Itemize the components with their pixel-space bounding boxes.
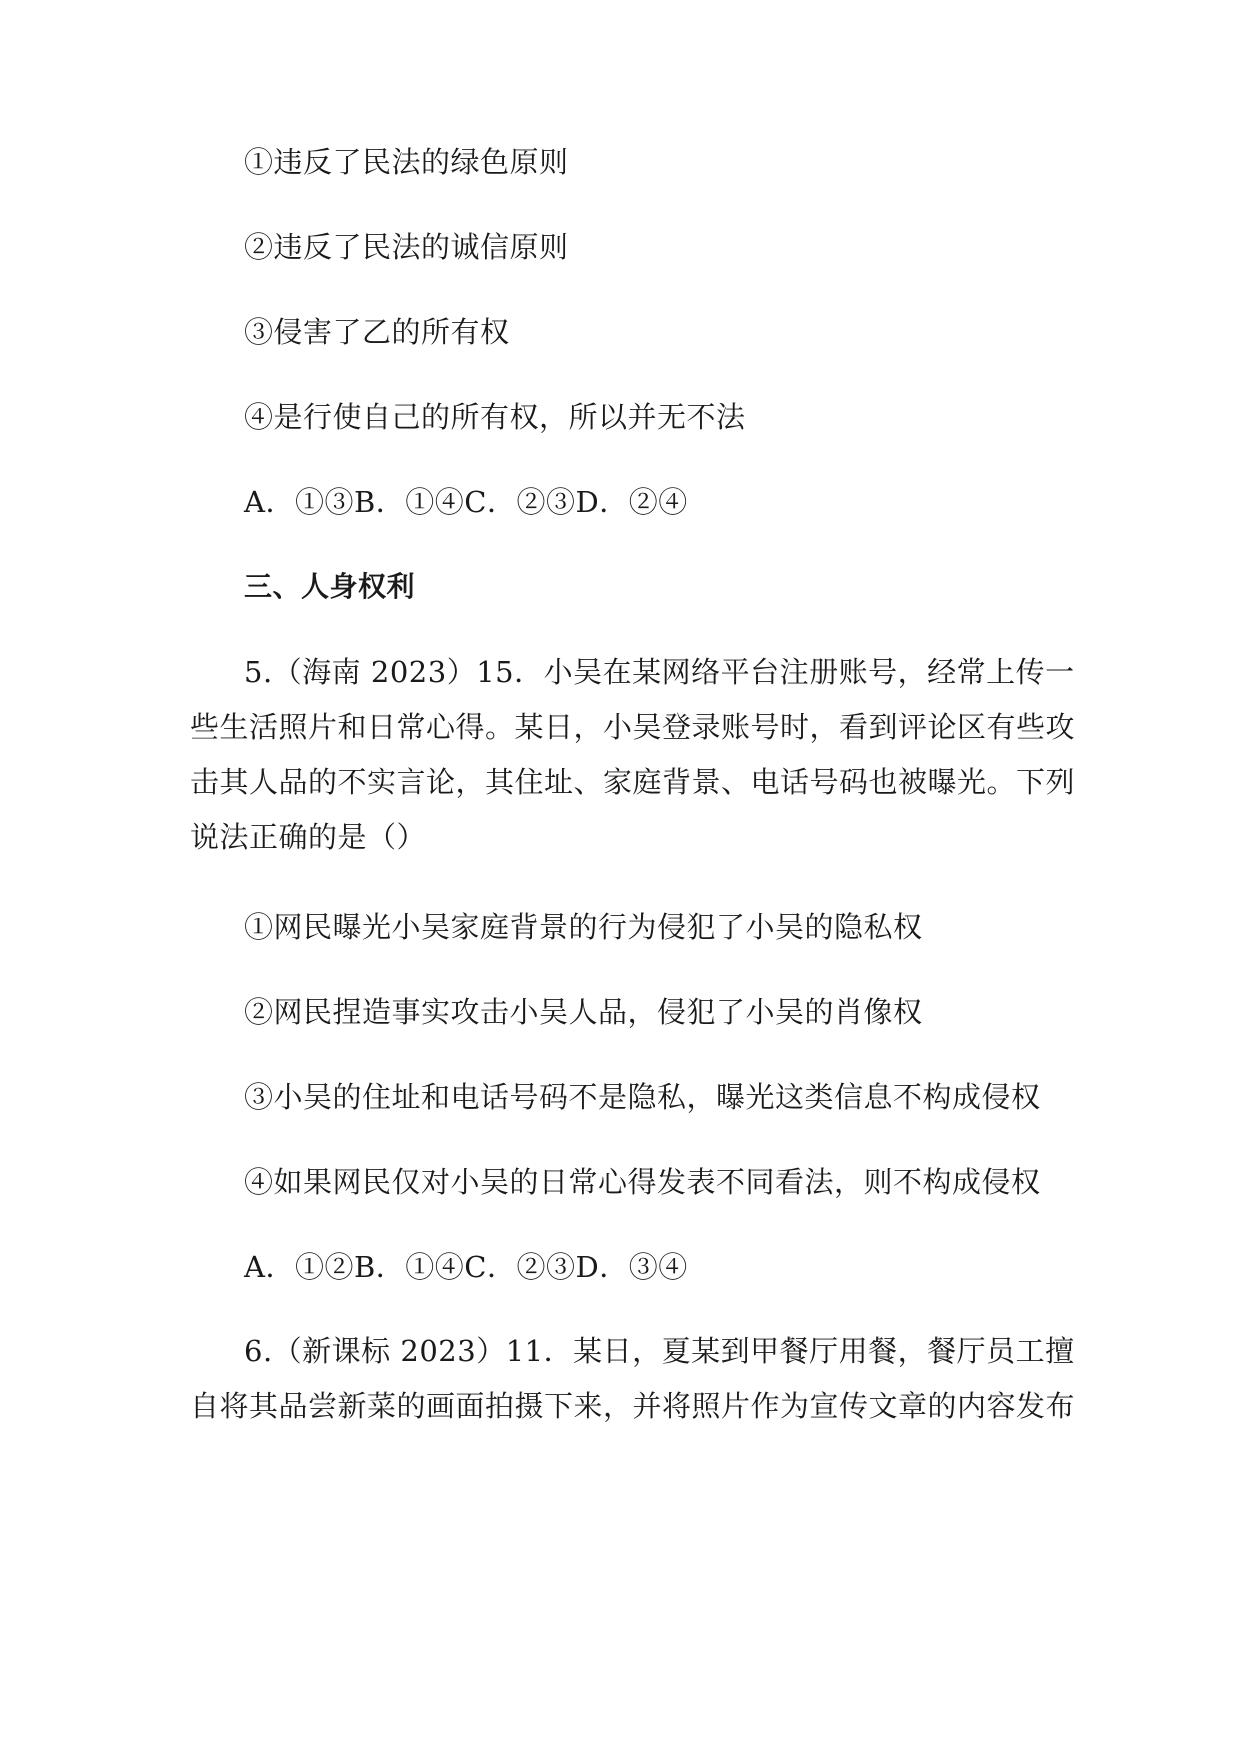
section-heading: 三、人身权利 [244,570,416,603]
q4-option-4: ④是行使自己的所有权，所以并无不法 [244,400,746,434]
q5-option-4: ④如果网民仅对小吴的日常心得发表不同看法，则不构成侵权 [244,1165,1041,1199]
q4-option-1: ①违反了民法的绿色原则 [244,145,569,179]
q5-option-2: ②网民捏造事实攻击小吴人品，侵犯了小吴的肖像权 [244,995,923,1029]
q6-stem-line-1: 6.（新课标 2023）11．某日，夏某到甲餐厅用餐，餐厅员工擅 [244,1334,1075,1368]
q4-option-3: ③侵害了乙的所有权 [244,315,510,349]
q5-answer-choices: A．①②B．①④C．②③D．③④ [244,1250,688,1284]
q4-option-2: ②违反了民法的诚信原则 [244,230,569,264]
q6-stem-line-2: 自将其品尝新菜的画面拍摄下来，并将照片作为宣传文章的内容发布 [190,1389,1076,1423]
q5-option-3: ③小吴的住址和电话号码不是隐私，曝光这类信息不构成侵权 [244,1080,1041,1114]
q5-stem-line-1: 5.（海南 2023）15．小吴在某网络平台注册账号，经常上传一 [244,655,1075,689]
q5-option-1: ①网民曝光小吴家庭背景的行为侵犯了小吴的隐私权 [244,910,923,944]
q4-answer-choices: A．①③B．①④C．②③D．②④ [244,485,688,519]
q5-stem-line-2: 些生活照片和日常心得。某日，小吴登录账号时，看到评论区有些攻 [190,710,1076,744]
q5-stem-line-4: 说法正确的是（） [190,820,427,854]
q5-stem-line-3: 击其人品的不实言论，其住址、家庭背景、电话号码也被曝光。下列 [190,765,1076,799]
